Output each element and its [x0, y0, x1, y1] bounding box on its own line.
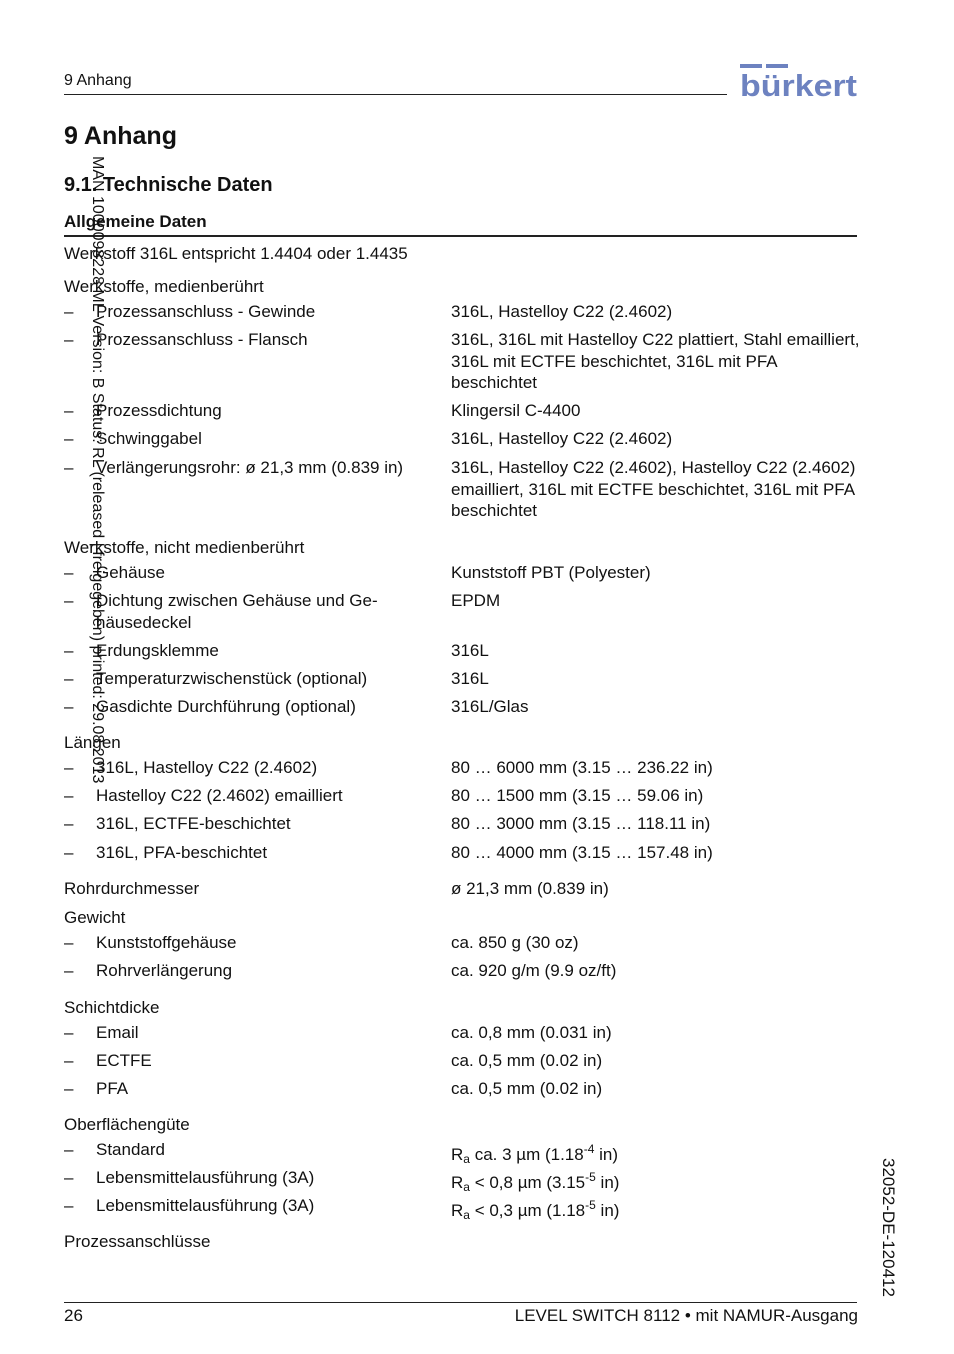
row-label: ECTFE — [96, 1051, 152, 1070]
row-label: Lebensmittelausführung (3A) — [96, 1168, 315, 1187]
row-value: 316L, Hastelloy C22 (2.4602) — [451, 302, 673, 321]
section-heading: 9.1. Technische Daten — [64, 174, 273, 196]
row-value: 316L, 316L mit Hastelloy C22 plattiert, Stahl emailliert, 316L mit ECTFE beschichtet, 316L mit PFA beschichtet — [451, 330, 860, 392]
roughness-symbol: R — [451, 1173, 464, 1192]
row-value: ca. 850 g (30 oz) — [451, 933, 579, 952]
row-value: 316L — [451, 669, 489, 688]
bullet-dash: – — [64, 641, 74, 660]
bullet-dash: – — [64, 786, 74, 805]
bullet-dash: – — [64, 1140, 74, 1159]
row-value — [451, 1195, 861, 1227]
row-value: 316L — [451, 641, 489, 660]
row-label: Email — [96, 1023, 139, 1042]
bullet-dash: – — [64, 563, 74, 582]
row-value: ca. 0,5 mm (0.02 in) — [451, 1079, 603, 1098]
chapter-heading: 9 Anhang — [64, 122, 177, 150]
roughness-value: < 0,8 µm (3.15 — [469, 1173, 586, 1192]
row-label: Hastelloy C22 (2.4602) emailliert — [96, 786, 343, 805]
row-label: Oberflächengüte — [64, 1115, 190, 1134]
row-value: Kunststoff PBT (Polyester) — [451, 563, 651, 582]
bullet-dash: – — [64, 814, 74, 833]
row-value: 80 … 4000 mm (3.15 … 157.48 in) — [451, 843, 713, 862]
row-value: ca. 0,8 mm (0.031 in) — [451, 1023, 612, 1042]
bullet-dash: – — [64, 669, 74, 688]
bullet-dash: – — [64, 1051, 74, 1070]
burkert-logo — [740, 64, 858, 100]
bullet-dash: – — [64, 401, 74, 420]
roughness-value: < 0,3 µm (1.18 — [469, 1201, 586, 1220]
bullet-dash: – — [64, 1023, 74, 1042]
row-label: Werkstoffe, nicht medienberührt — [64, 538, 305, 557]
bullet-dash: – — [64, 591, 74, 610]
document-stamp: MAN 1000098228 ML Version: B Status: RL (released | freigegeben) printed: 29.08.2013 — [89, 156, 106, 784]
footer-title: LEVEL SWITCH 8112 • mit NAMUR-Ausgang — [514, 1306, 858, 1325]
bullet-dash: – — [64, 458, 74, 477]
row-label: PFA — [96, 1079, 129, 1098]
row-value: Klingersil C-4400 — [451, 401, 581, 420]
bullet-dash: – — [64, 1079, 74, 1098]
row-label: Schichtdicke — [64, 998, 160, 1017]
bullet-dash: – — [64, 933, 74, 952]
roughness-subscript: a — [463, 1152, 470, 1166]
row-label: Längen — [64, 733, 121, 752]
row-value: ca. 920 g/m (9.9 oz/ft) — [451, 961, 617, 980]
subsection-divider — [64, 235, 857, 237]
bullet-dash: – — [64, 1168, 74, 1187]
svg-text:bürkert: bürkert — [740, 68, 857, 100]
roughness-value: ca. 3 µm (1.18 — [469, 1145, 584, 1164]
row-label: 316L, PFA-beschichtet — [96, 843, 268, 862]
row-label: Standard — [96, 1140, 165, 1159]
row-label: Verlängerungsrohr: ø 21,3 mm (0.839 in) — [96, 458, 404, 477]
row-value: EPDM — [451, 591, 501, 610]
bullet-dash: – — [64, 961, 74, 980]
header-divider — [64, 94, 727, 95]
row-value: 80 … 6000 mm (3.15 … 236.22 in) — [451, 758, 713, 777]
bullet-dash: – — [64, 429, 74, 448]
row-label: Gasdichte Durchführung (optional) — [96, 697, 356, 716]
row-label: Dichtung zwischen Gehäuse und Ge-häusedeckel — [96, 591, 378, 632]
roughness-unit: in) — [595, 1173, 620, 1192]
roughness-subscript: a — [463, 1208, 470, 1222]
row-label: Lebensmittelausführung (3A) — [96, 1196, 315, 1215]
bullet-dash: – — [64, 302, 74, 321]
row-label: Kunststoffgehäuse — [96, 933, 237, 952]
roughness-symbol: R — [451, 1145, 464, 1164]
roughness-exponent: -5 — [585, 1198, 596, 1212]
row-value: 316L, Hastelloy C22 (2.4602), Hastelloy C22 (2.4602) emailliert, 316L mit ECTFE beschichtet, 316L mit PFA beschichtet — [451, 458, 856, 520]
bullet-dash: – — [64, 843, 74, 862]
roughness-unit: in) — [595, 1201, 620, 1220]
row-label: Rohrdurchmesser — [64, 879, 200, 898]
row-label: 316L, Hastelloy C22 (2.4602) — [96, 758, 318, 777]
row-value: ø 21,3 mm (0.839 in) — [451, 879, 609, 898]
row-value: 80 … 1500 mm (3.15 … 59.06 in) — [451, 786, 704, 805]
row-label: Erdungsklemme — [96, 641, 219, 660]
row-label: Rohrverlängerung — [96, 961, 233, 980]
roughness-unit: in) — [594, 1145, 618, 1164]
row-label: 316L, ECTFE-beschichtet — [96, 814, 291, 833]
roughness-exponent: -5 — [585, 1170, 596, 1184]
footer-divider — [64, 1302, 857, 1303]
bullet-dash: – — [64, 758, 74, 777]
row-label: Werkstoffe, medienberührt — [64, 277, 264, 296]
document-code: 32052-DE-120412 — [879, 1158, 898, 1297]
row-label: Prozessanschluss - Gewinde — [96, 302, 316, 321]
subsection-heading: Allgemeine Daten — [64, 212, 207, 231]
row-value: 316L/Glas — [451, 697, 529, 716]
row-value: ca. 0,5 mm (0.02 in) — [451, 1051, 603, 1070]
bullet-dash: – — [64, 1196, 74, 1215]
row-label: Gehäuse — [96, 563, 165, 582]
roughness-subscript: a — [463, 1180, 470, 1194]
row-value: 80 … 3000 mm (3.15 … 118.11 in) — [451, 814, 711, 833]
row-label: Temperaturzwischenstück (optional) — [96, 669, 368, 688]
row-label: Werkstoff 316L entspricht 1.4404 oder 1.4435 — [64, 244, 408, 263]
row-value: 316L, Hastelloy C22 (2.4602) — [451, 429, 673, 448]
roughness-exponent: -4 — [583, 1142, 595, 1156]
bullet-dash: – — [64, 330, 74, 349]
row-label: Prozessanschluss - Flansch — [96, 330, 308, 349]
page-number: 26 — [64, 1306, 83, 1325]
row-label: Prozessanschlüsse — [64, 1232, 211, 1251]
row-value — [451, 1167, 861, 1199]
roughness-symbol: R — [451, 1201, 464, 1220]
row-value — [451, 1139, 861, 1171]
row-label: Schwinggabel — [96, 429, 202, 448]
row-label: Gewicht — [64, 908, 126, 927]
running-header: 9 Anhang — [64, 72, 132, 89]
row-label: Prozessdichtung — [96, 401, 222, 420]
bullet-dash: – — [64, 697, 74, 716]
